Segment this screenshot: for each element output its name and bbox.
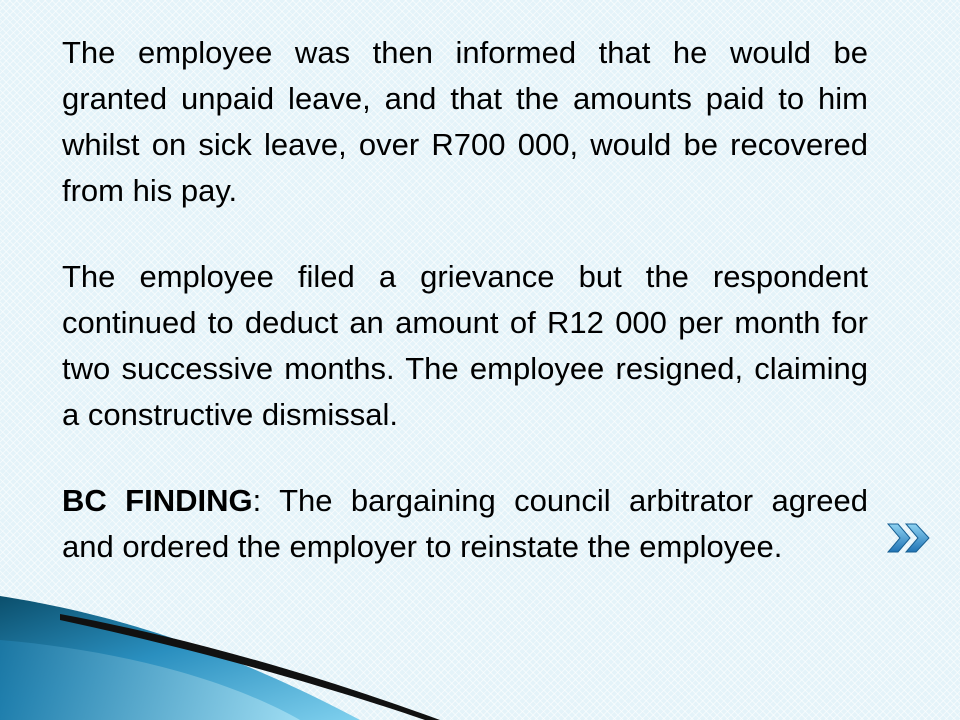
- paragraph-grievance: [62, 254, 868, 438]
- bc-finding-label: BC FINDING: [62, 483, 253, 518]
- paragraph-text: The employee was then informed that he would be granted unpaid leave, and that the amounts paid to him whilst on sick leave, over R700 000, would be recovered from his pay.: [62, 35, 868, 208]
- paragraph-text: : The bargaining council arbitrator agreed and ordered the employer to reinstate the employee.: [62, 483, 868, 564]
- double-chevron-right-icon[interactable]: [886, 522, 932, 554]
- paragraph-unpaid-leave: [62, 30, 868, 214]
- paragraph-text: The employee filed a grievance but the respondent continued to deduct an amount of R12 000 per month for two successive months. The employee resigned, claiming a constructive dismissal.: [62, 259, 868, 432]
- slide-body: [62, 30, 868, 570]
- paragraph-bc-finding: [62, 478, 868, 570]
